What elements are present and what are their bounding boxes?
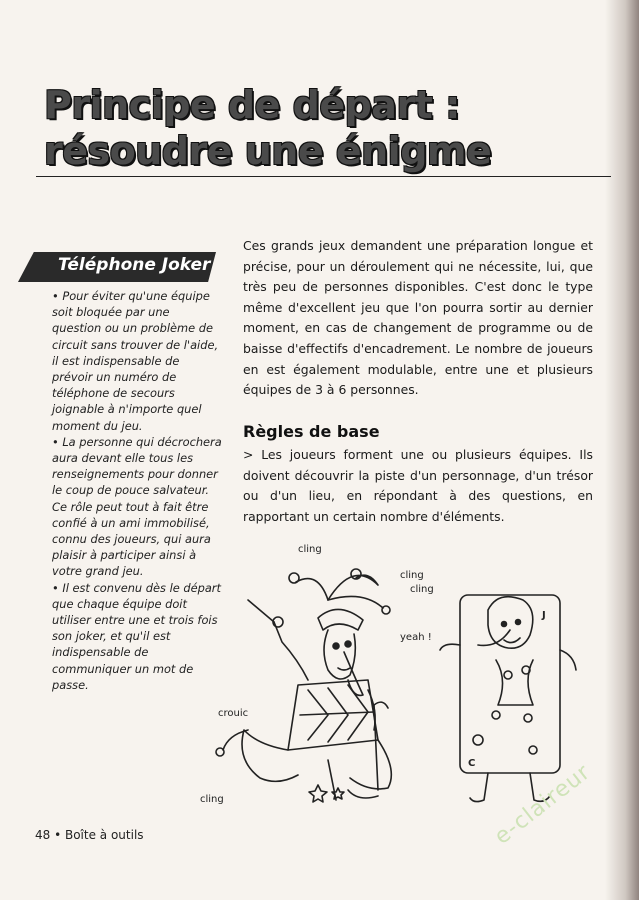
rules-text: > Les joueurs forment une ou plusieurs équipes. Ils doivent découvrir la piste d'un personnage, d'un trésor ou d'un lieu, en répondant à des questions, en rapportant un certain nombre d'éléments.: [243, 447, 593, 524]
title-rule: [36, 176, 611, 177]
intro-paragraph: [243, 236, 593, 401]
sidebar-paragraph: • Pour éviter qu'une équipe soit bloquée par une question ou un problème de circuit sans trouver de l'aide, il est indispensable de prévoir un numéro de téléphone de secours joignable à n'importe quel moment du jeu.: [52, 289, 219, 433]
page-edge-shadow: [605, 0, 639, 900]
sfx-cling-2: cling: [400, 570, 424, 581]
title-line-2: résoudre une énigme: [44, 129, 492, 173]
sfx-crouic: crouic: [218, 708, 249, 719]
sfx-cling-4: cling: [200, 794, 224, 805]
sidebar-title: Téléphone Joker: [58, 255, 211, 275]
sfx-cling-1: cling: [298, 544, 322, 555]
watermark: e-claireur: [490, 759, 596, 850]
intro-text: Ces grands jeux demandent une préparation longue et précise, pour un déroulement qui ne nécessite, lui, que très peu de personnes disponibles. C'est donc le type même d'excellent jeu que l'on pourra sortir au dernier moment, en cas de changement de programme ou de baisse d'effectifs d'encadrement. Le nombre de joueurs en est également modulable, entre une et plusieurs équipes de 3 à 6 personnes.: [243, 238, 593, 398]
card-character-drawing: [440, 595, 576, 802]
card-letter-bottom: C: [468, 758, 476, 769]
page-footer: 48 • Boîte à outils: [35, 828, 144, 842]
sidebar-paragraph: • Il est convenu dès le départ que chaque équipe doit utiliser entre une et trois fois son joker, et qu'il est indispensable de communiquer un mot de passe.: [52, 580, 221, 692]
sfx-cling-3: cling: [410, 584, 434, 595]
rules-heading: Règles de base: [243, 422, 380, 441]
jester-and-card-illustration: [178, 530, 598, 820]
jester-drawing: [216, 569, 391, 800]
title-line-1: Principe de départ :: [44, 83, 460, 127]
page-title: [44, 82, 491, 174]
sfx-yeah: yeah !: [400, 632, 432, 643]
card-letter-top: J: [542, 610, 546, 621]
sidebar-paragraph: • La personne qui décrochera aura devant elle tous les renseignements pour donner le coup de pouce salvateur. Ce rôle peut tout à fait être confié à un ami immobilisé, connu des joueurs, qui aura plaisir à participer ainsi à votre grand jeu.: [52, 434, 222, 579]
